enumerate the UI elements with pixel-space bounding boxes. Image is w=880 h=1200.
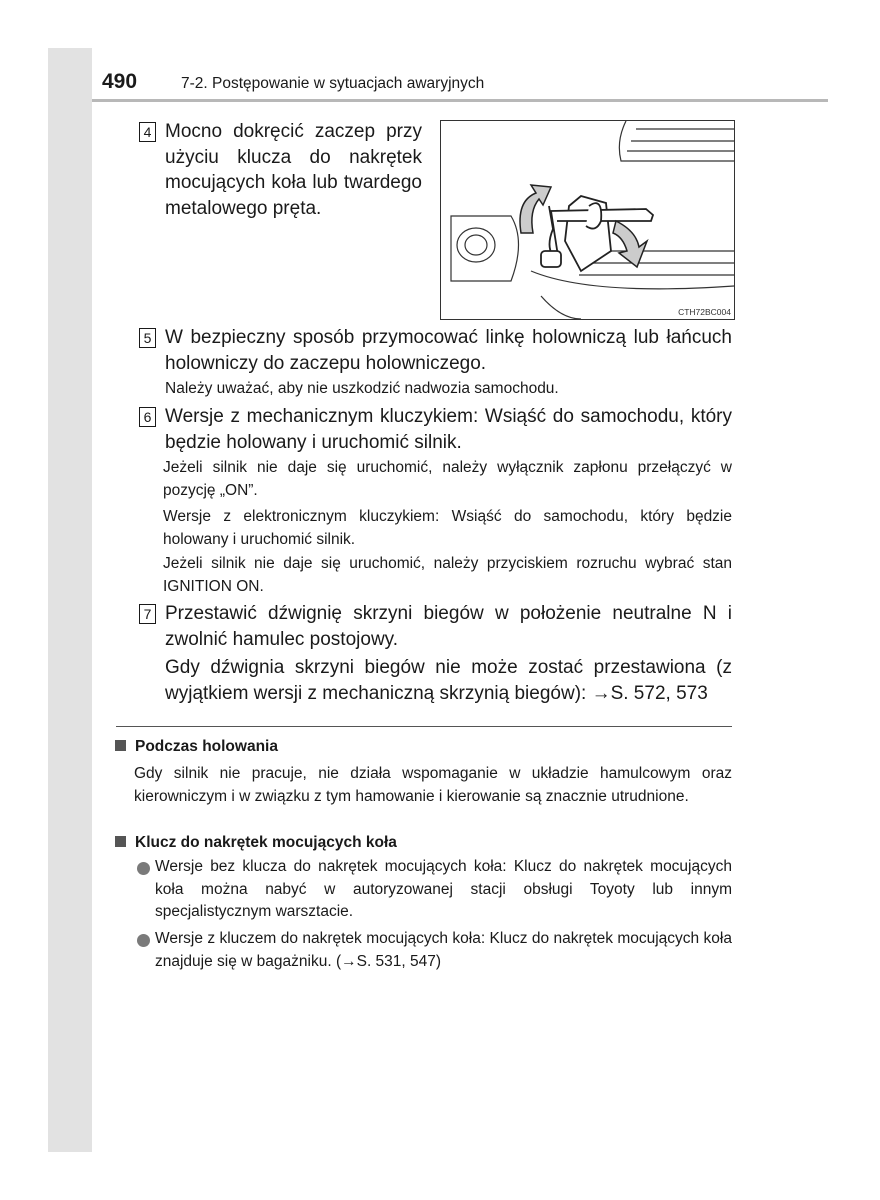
circle-bullet-icon (137, 934, 150, 947)
step-7 (139, 601, 732, 652)
bullet-text: Wersje bez klucza do nakrętek mocujących koła: Klucz do nakrętek mocujących koła można nabyć w autoryzowanej stacji obsługi Toyoty lub innym specjalistycznym warsztacie. (155, 858, 732, 920)
step-6-note: Wersje z elektronicznym kluczykiem: Wsiąść do samochodu, który będzie holowany i uruchomić silnik. (163, 508, 732, 548)
step-number: 7 (139, 604, 156, 624)
section-title: 7-2. Postępowanie w sytuacjach awaryjnych (181, 75, 485, 92)
step-number: 5 (139, 328, 156, 348)
step-7-subtext: Gdy dźwignia skrzyni biegów nie może zostać przestawiona (z wyjątkiem wersji z mechaniczną skrzynią biegów): →S. 572, 573 (165, 657, 732, 704)
section-heading-text: Podczas holowania (135, 738, 278, 755)
step-text: W bezpieczny sposób przymocować linkę holowniczą lub łańcuch holowniczy do zaczepu holowniczego. (165, 327, 732, 374)
header-divider (92, 99, 828, 102)
section-text: Gdy silnik nie pracuje, nie działa wspomaganie w układzie hamulcowym oraz kierowniczym i w związku z tym hamowanie i kierowanie są znacznie utrudnione. (134, 765, 732, 805)
tow-hook-illustration (440, 120, 735, 320)
step-number: 4 (139, 122, 156, 142)
circle-bullet-icon (137, 862, 150, 875)
step-text: Mocno dokręcić zaczep przy użyciu klucza do nakrętek mocujących koła lub twardego metalowego pręta. (165, 121, 422, 219)
section-heading-text: Klucz do nakrętek mocujących koła (135, 834, 397, 851)
step-6 (139, 404, 732, 455)
page-number: 490 (102, 70, 138, 93)
step-5 (139, 325, 732, 376)
step-text: Wersje z mechanicznym kluczykiem: Wsiąść do samochodu, który będzie holowany i uruchomić silnik. (165, 406, 732, 453)
step-6-note: Jeżeli silnik nie daje się uruchomić, należy przyciskiem rozruchu wybrać stan IGNITION ON. (163, 555, 732, 595)
step-5-note: Należy uważać, aby nie uszkodzić nadwozia samochodu. (165, 380, 559, 397)
tow-hook-drawing (441, 121, 734, 319)
step-number: 6 (139, 407, 156, 427)
step-text: Przestawić dźwignię skrzyni biegów w położenie neutralne N i zwolnić hamulec postojowy. (165, 603, 732, 650)
step-4 (139, 119, 422, 221)
step-6-note: Jeżeli silnik nie daje się uruchomić, należy wyłącznik zapłonu przełączyć w pozycję „ON”. (163, 459, 732, 499)
bullet-text: Wersje z kluczem do nakrętek mocujących koła: Klucz do nakrętek mocujących koła znajduje się w bagażniku. (→S. 531, 547) (155, 930, 732, 970)
section-heading (115, 738, 278, 756)
section-divider (116, 726, 732, 727)
square-bullet-icon (115, 740, 126, 751)
side-band (48, 48, 92, 1152)
section-heading (115, 834, 397, 852)
figure-code: CTH72BC004 (678, 307, 731, 317)
square-bullet-icon (115, 836, 126, 847)
